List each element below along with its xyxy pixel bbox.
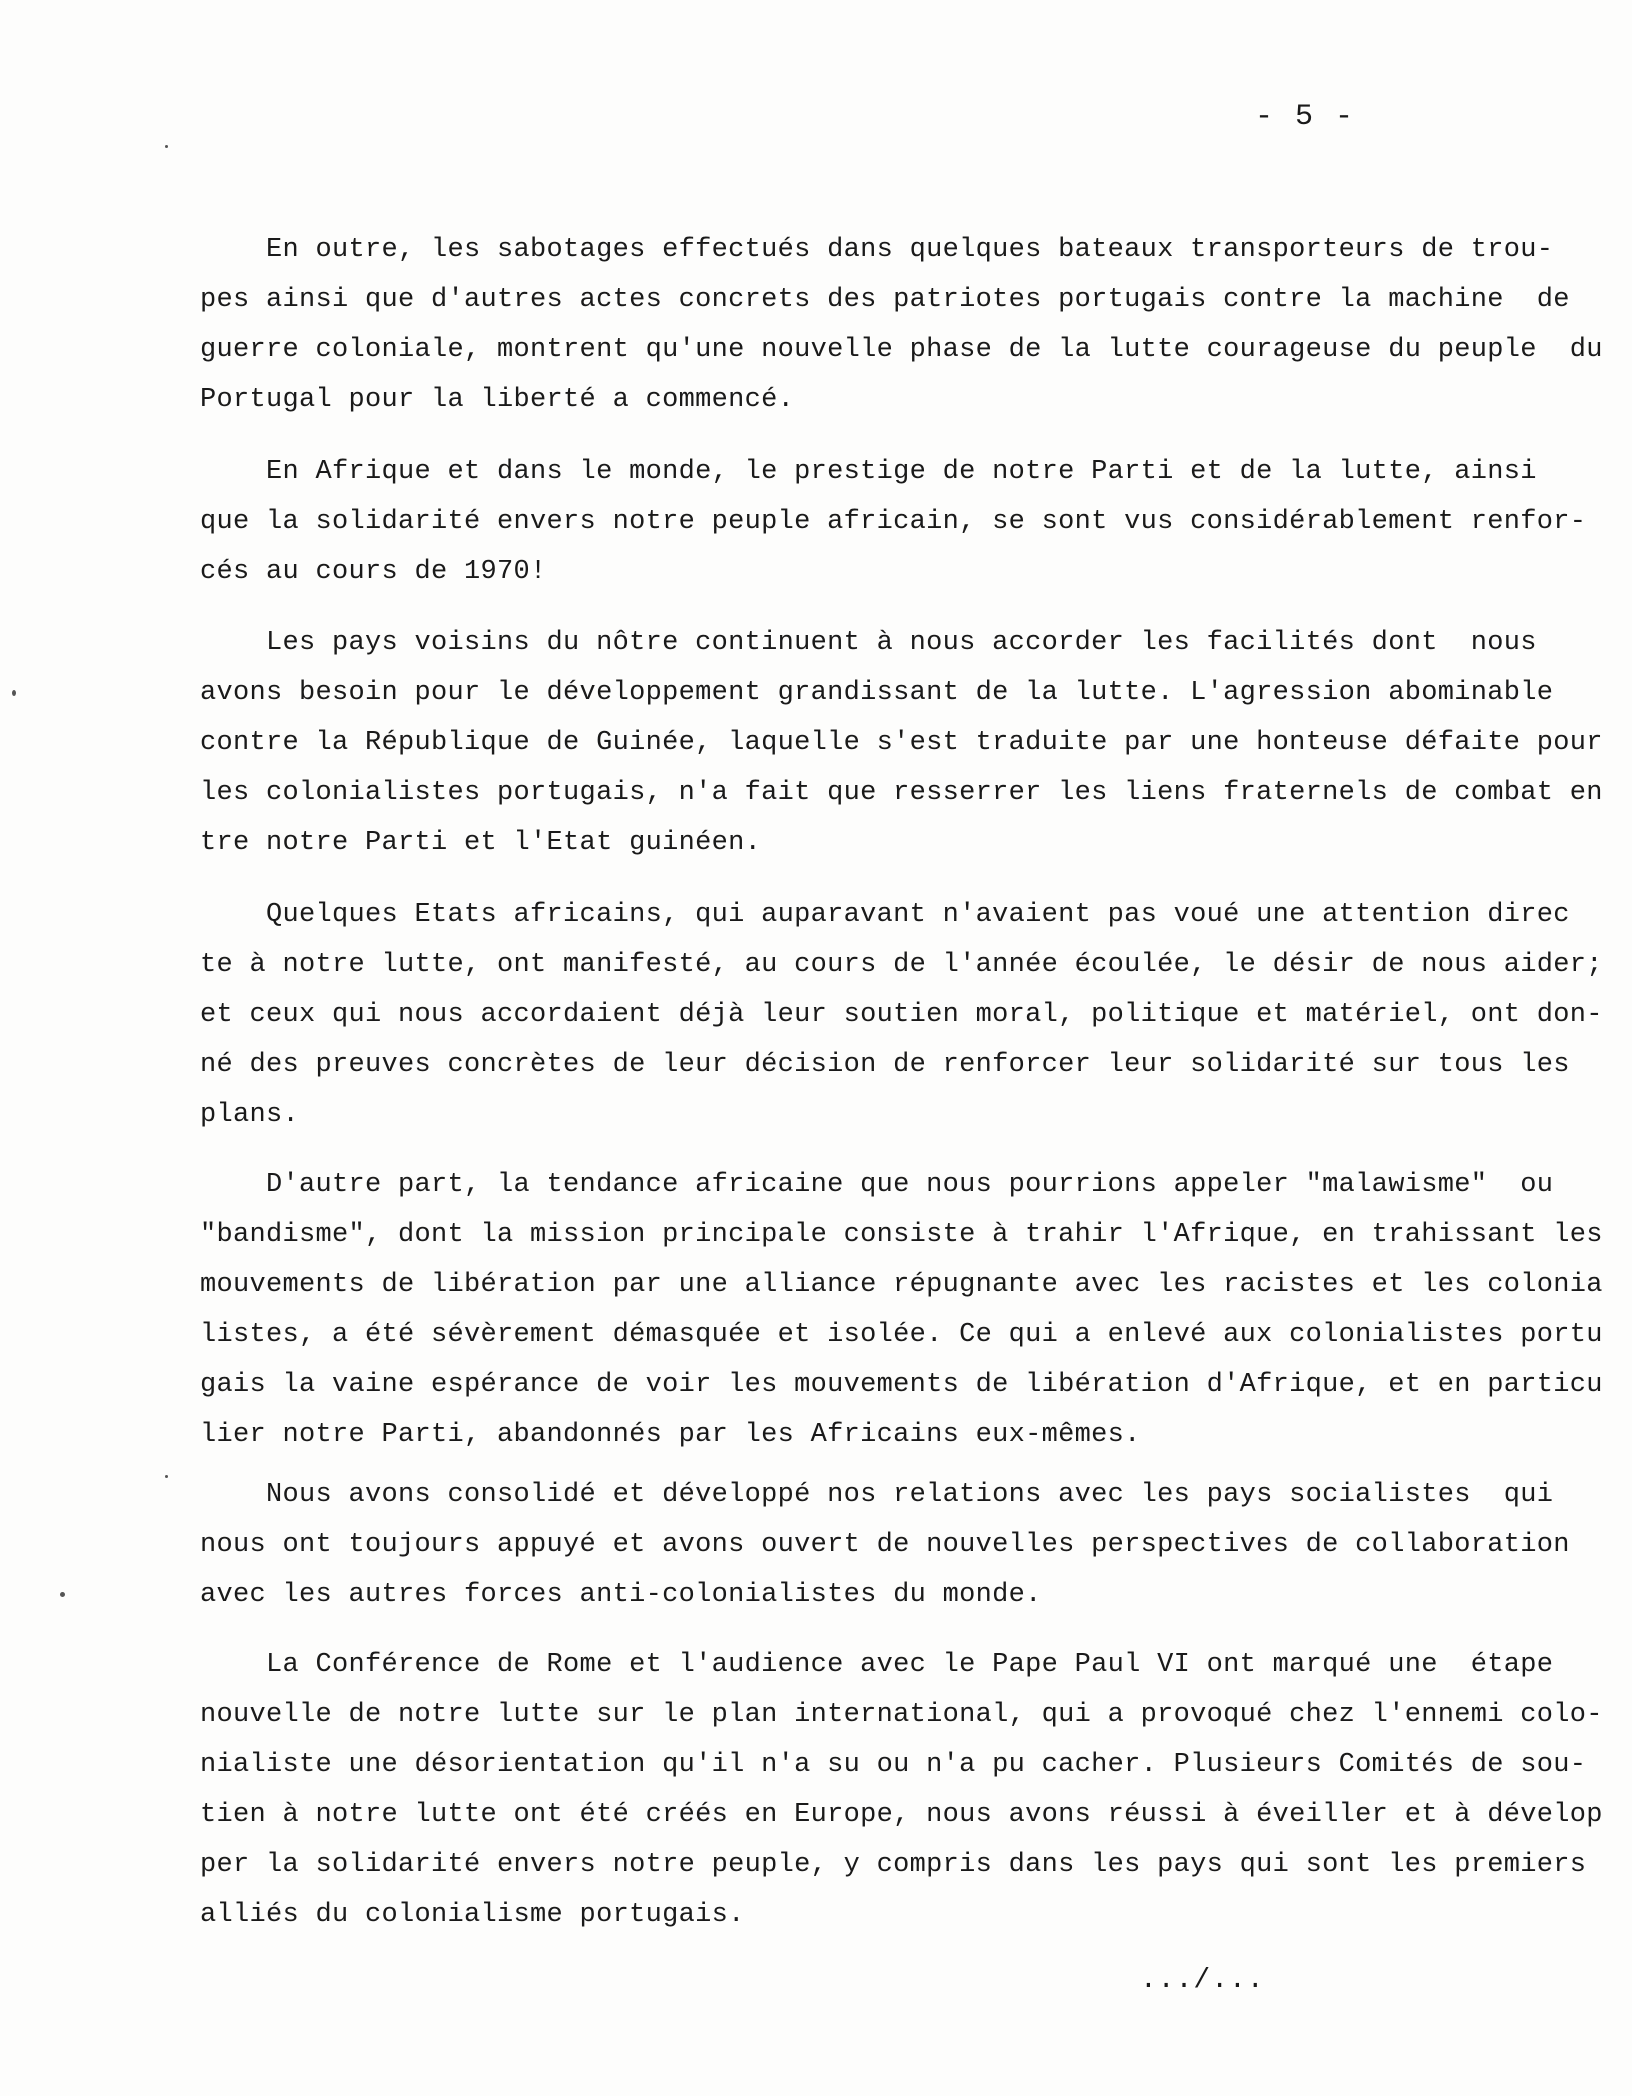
text-line: "bandisme", dont la mission principale consiste à trahir l'Afrique, en trahissant les	[200, 1220, 1603, 1250]
text-line: pes ainsi que d'autres actes concrets des patriotes portugais contre la machine de	[200, 285, 1570, 315]
text-line: mouvements de libération par une alliance répugnante avec les racistes et les colonia	[200, 1270, 1603, 1300]
text-line: nouvelle de notre lutte sur le plan international, qui a provoqué chez l'ennemi colo-	[200, 1700, 1603, 1730]
text-line: Portugal pour la liberté a commencé.	[200, 385, 795, 415]
scan-speck	[60, 1592, 65, 1597]
text-line: né des preuves concrètes de leur décision de renforcer leur solidarité sur tous les	[200, 1050, 1570, 1080]
text-line: tre notre Parti et l'Etat guinéen.	[200, 828, 762, 858]
paragraph-prestige	[200, 447, 1587, 597]
paragraph-etats-africains	[200, 890, 1603, 1140]
page-number: - 5 -	[1255, 100, 1356, 134]
text-line: avons besoin pour le développement grandissant de la lutte. L'agression abominable	[200, 678, 1554, 708]
paragraph-malawisme	[200, 1160, 1603, 1460]
text-line: Les pays voisins du nôtre continuent à nous accorder les facilités dont nous	[200, 628, 1537, 658]
paragraph-pays-voisins	[200, 618, 1603, 868]
text-line: nous ont toujours appuyé et avons ouvert de nouvelles perspectives de collaboration	[200, 1530, 1570, 1560]
text-line: D'autre part, la tendance africaine que nous pourrions appeler "malawisme" ou	[200, 1170, 1554, 1200]
text-line: En Afrique et dans le monde, le prestige de notre Parti et de la lutte, ainsi	[200, 457, 1537, 487]
text-line: per la solidarité envers notre peuple, y compris dans les pays qui sont les premiers	[200, 1850, 1587, 1880]
text-line: listes, a été sévèrement démasquée et isolée. Ce qui a enlevé aux colonialistes portu	[200, 1320, 1603, 1350]
text-line: La Conférence de Rome et l'audience avec le Pape Paul VI ont marqué une étape	[200, 1650, 1554, 1680]
continuation-mark: .../...	[1140, 1965, 1265, 1996]
text-line: et ceux qui nous accordaient déjà leur soutien moral, politique et matériel, ont don-	[200, 1000, 1603, 1030]
paragraph-sabotages	[200, 225, 1603, 425]
text-line: te à notre lutte, ont manifesté, au cours de l'année écoulée, le désir de nous aider;	[200, 950, 1603, 980]
scan-speck	[165, 1475, 168, 1478]
text-line: contre la République de Guinée, laquelle s'est traduite par une honteuse défaite pour	[200, 728, 1603, 758]
text-line: tien à notre lutte ont été créés en Europe, nous avons réussi à éveiller et à dévelop	[200, 1800, 1603, 1830]
text-line: alliés du colonialisme portugais.	[200, 1900, 745, 1930]
text-line: lier notre Parti, abandonnés par les Africains eux-mêmes.	[200, 1420, 1141, 1450]
text-line: nialiste une désorientation qu'il n'a su ou n'a pu cacher. Plusieurs Comités de sou-	[200, 1750, 1587, 1780]
text-line: Quelques Etats africains, qui auparavant n'avaient pas voué une attention direc	[200, 900, 1570, 930]
text-line: Nous avons consolidé et développé nos relations avec les pays socialistes qui	[200, 1480, 1554, 1510]
scan-speck	[12, 690, 16, 696]
paragraph-conference-rome	[200, 1640, 1603, 1940]
text-line: guerre coloniale, montrent qu'une nouvelle phase de la lutte courageuse du peuple du	[200, 335, 1603, 365]
paragraph-pays-socialistes	[200, 1470, 1570, 1620]
text-line: les colonialistes portugais, n'a fait que resserrer les liens fraternels de combat en	[200, 778, 1603, 808]
scan-speck	[165, 145, 168, 148]
text-line: gais la vaine espérance de voir les mouvements de libération d'Afrique, et en particu	[200, 1370, 1603, 1400]
text-line: cés au cours de 1970!	[200, 557, 547, 587]
text-line: plans.	[200, 1100, 300, 1130]
text-line: que la solidarité envers notre peuple africain, se sont vus considérablement renfor-	[200, 507, 1587, 537]
text-line: avec les autres forces anti-colonialistes du monde.	[200, 1580, 1042, 1610]
text-line: En outre, les sabotages effectués dans quelques bateaux transporteurs de trou-	[200, 235, 1554, 265]
